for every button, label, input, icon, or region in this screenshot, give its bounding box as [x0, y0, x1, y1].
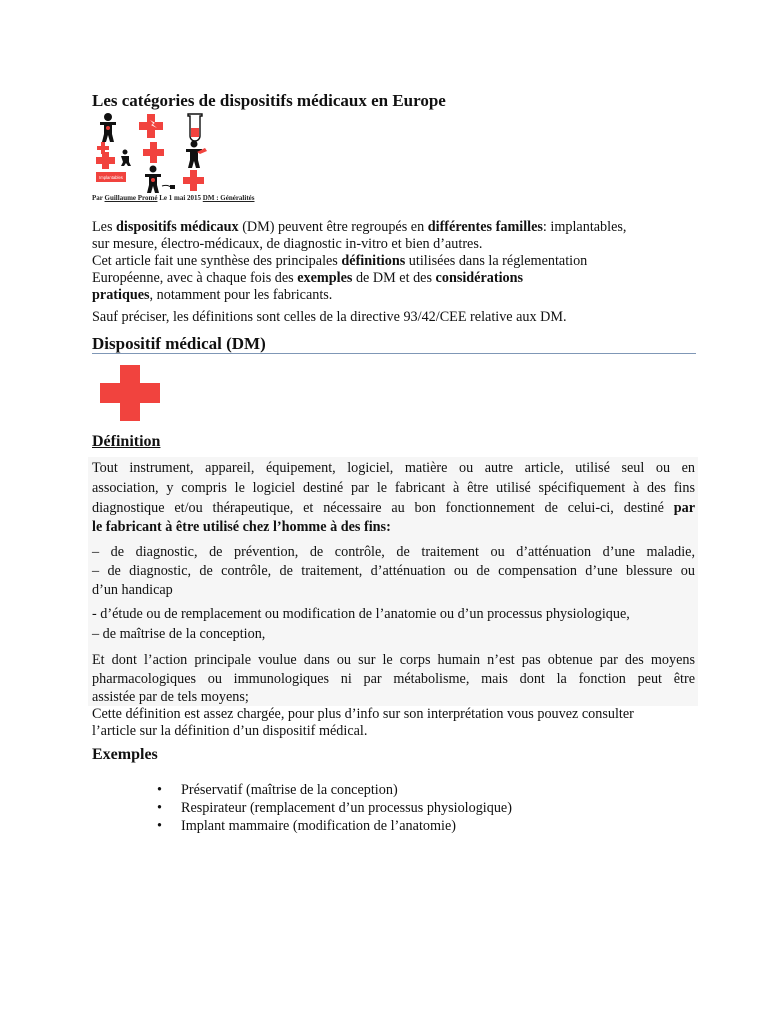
intro-line-1: Les dispositifs médicaux (DM) peuvent être regroupés en différentes familles: implantables, — [92, 219, 627, 235]
person-device-icon — [186, 141, 207, 169]
intro-paragraph — [92, 219, 626, 304]
def-item-4: – de maîtrise de la conception, — [92, 626, 266, 642]
term-dm: dispositifs médicaux — [116, 219, 239, 235]
examples-heading: Exemples — [92, 746, 158, 763]
child-person-icon — [121, 150, 131, 167]
electro-cross-icon — [139, 114, 163, 138]
term-families: différentes familles — [427, 219, 543, 235]
byline — [92, 194, 255, 202]
def-closing-2: pharmacologiques ou immunologiques ni par métabolisme, mais dont la fonction peut être — [92, 671, 695, 687]
intro-line-2: sur mesure, électro-médicaux, de diagnostic in-vitro et bien d’autres. — [92, 236, 483, 252]
intro-line-4: Européenne, avec à chaque fois des exemples de DM et des considérations — [92, 270, 524, 286]
intro-line-3: Cet article fait une synthèse des principales définitions utilisées dans la réglementation — [92, 253, 588, 269]
medical-cross-icon — [100, 365, 160, 421]
implantable-box-icon — [96, 172, 126, 182]
consult-line-2: l’article sur la définition d’un dispositif médical. — [92, 723, 368, 739]
box-label: Implantables — [99, 175, 123, 181]
byline-date: Le 1 mai 2015 — [159, 194, 202, 202]
implant-person-icon — [100, 113, 116, 142]
red-cross-icon-2 — [183, 170, 204, 191]
directive-note: Sauf préciser, les définitions sont celles de la directive 93/42/CEE relative aux DM. — [92, 309, 567, 325]
def-closing-1: Et dont l’action principale voulue dans ou sur le corps humain n’est pas obtenue par des moyens — [92, 652, 695, 668]
term-definitions: définitions — [341, 253, 406, 269]
device-categories-icons — [94, 112, 218, 194]
def-line-3: diagnostique et/ou thérapeutique, et nécessaire au bon fonctionnement de celui-ci, destiné par — [92, 500, 695, 516]
term-pratiques: pratiques — [92, 287, 150, 303]
author-link[interactable]: Guillaume Promé — [104, 194, 158, 202]
section-rule — [92, 353, 696, 354]
term-considerations: considérations — [435, 270, 524, 286]
def-line-2: association, y compris le logiciel destiné par le fabricant à être utilisé spécifiquement à des fins — [92, 480, 695, 496]
list-item: • Implant mammaire (modification de l’anatomie) — [145, 817, 512, 835]
examples-list — [145, 781, 512, 835]
def-line-1: Tout instrument, appareil, équipement, logiciel, matière ou autre article, utilisé seul ou en — [92, 460, 695, 476]
plug-person-icon — [145, 166, 175, 194]
def-item-3: - d’étude ou de remplacement ou modification de l’anatomie ou d’un processus physiologique, — [92, 606, 630, 622]
section-title: Dispositif médical (DM) — [92, 334, 266, 353]
term-examples: exemples — [297, 270, 353, 286]
def-item-2: – de diagnostic, de contrôle, de traitement, d’atténuation ou de compensation d’une blessure ou — [92, 563, 695, 579]
def-item-2-cont: d’un handicap — [92, 582, 173, 598]
article-title: Les catégories de dispositifs médicaux en Europe — [92, 91, 446, 110]
def-item-1: – de diagnostic, de prévention, de contrôle, de traitement ou d’atténuation d’une maladie, — [92, 544, 695, 560]
category-link[interactable]: DM : Généralités — [202, 194, 255, 202]
intro-line-5: pratiques, notamment pour les fabricants. — [92, 287, 333, 303]
red-cross-icon — [143, 142, 164, 163]
byline-prefix: Par — [92, 194, 103, 202]
def-closing-3: assistée par de tels moyens; — [92, 689, 249, 705]
consult-line-1: Cette définition est assez chargée, pour plus d’info sur son interprétation vous pouvez consulter — [92, 706, 634, 722]
list-item: • Respirateur (remplacement d’un processus physiologique) — [145, 799, 512, 817]
definition-heading: Définition — [92, 433, 161, 450]
def-line-4: le fabricant à être utilisé chez l’homme à des fins: — [92, 519, 391, 535]
first-aid-cross-icon — [96, 142, 115, 169]
list-item: • Préservatif (maîtrise de la conception) — [145, 781, 512, 799]
vitro-tube-icon — [188, 114, 202, 141]
